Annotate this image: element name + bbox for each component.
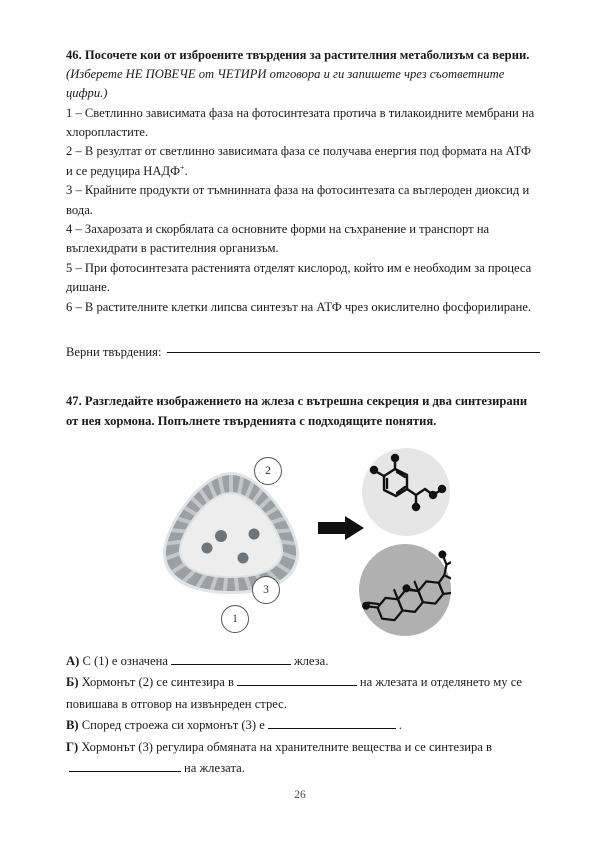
statement-d-blank[interactable] <box>69 762 181 772</box>
statement-c-blank[interactable] <box>268 719 396 729</box>
statement-b-text-before: Хормонът (2) се синтезира в <box>81 675 234 690</box>
statement-d-text-before: Хормонът (3) регулира обмяната на хранителните вещества и се синтезира в <box>81 739 492 754</box>
question-46-statement-2 <box>66 142 540 181</box>
question-46-statement-4: 4 – Захарозата и скорбялата са основните форми на съхранение и транспорт на въглехидрати в растителния организъм. <box>66 222 490 256</box>
question-46-instruction: (Изберете НЕ ПОВЕЧЕ от ЧЕТИРИ отговора и ги запишете чрез съответните цифри.) <box>66 67 505 101</box>
catecholamine-molecule-icon <box>362 448 450 536</box>
question-47-statement-b <box>66 672 540 715</box>
question-47-statements <box>66 651 540 780</box>
question-47-statement-d <box>66 737 540 780</box>
page-content <box>66 46 540 780</box>
statement-b-blank[interactable] <box>237 676 357 686</box>
endocrine-gland-icon <box>158 469 304 597</box>
question-47-statement-a <box>66 651 540 673</box>
question-46-statement-3: 3 – Крайните продукти от тъмнинната фаза на фотосинтезата са въглероден диоксид и вода. <box>66 183 530 217</box>
question-46-heading: 46. Посочете кои от изброените твърдения за растителния метаболизъм са верни. <box>66 48 530 62</box>
statement-a-marker: А) <box>66 653 80 668</box>
figure-callout-1: 1 <box>221 605 249 633</box>
question-46-answer-label: Верни твърдения: <box>66 345 162 360</box>
question-46-statement-1: 1 – Светлинно зависимата фаза на фотосинтезата протича в тилакоидните мембрани на хлоропластите. <box>66 105 535 140</box>
right-arrow-icon <box>318 515 364 541</box>
page-number: 26 <box>294 789 306 801</box>
question-47-block <box>66 392 540 779</box>
statement-c-text-after: . <box>398 718 402 733</box>
question-46-statement-5: 5 – При фотосинтезата растенията отделят кислород, който им е необходим за процеса дишане. <box>66 260 532 295</box>
steroid-molecule-icon <box>359 544 451 636</box>
statement-d-text-after: на жлезата. <box>184 761 245 776</box>
statement-a-blank[interactable] <box>171 655 291 665</box>
statement-b-text-after: на жлезата и отделянето му се повишава в отговор на извънреден стрес. <box>66 675 523 711</box>
statement-a-text-before: С (1) е означена <box>82 653 168 668</box>
question-46-answer-row <box>66 343 540 362</box>
question-47-heading: 47. Разгледайте изображението на жлеза с вътрешна секреция и два синтезирани от нея хормона. Попълнете твърденията с подходящите понятия. <box>66 394 528 428</box>
question-46-answer-blank[interactable] <box>167 352 540 353</box>
statement-c-text-before: Според строежа си хормонът (3) е <box>81 718 265 733</box>
question-46-block <box>66 46 540 362</box>
question-46-statement-2-text: 2 – В резултат от светлинно зависимата фаза се получава енергия под формата на АТФ и се редуцира НАДФ <box>66 144 531 178</box>
figure-callout-3: 3 <box>252 576 280 604</box>
statement-b-marker: Б) <box>66 675 79 690</box>
statement-c-marker: В) <box>66 718 79 733</box>
statement-a-text-after: жлеза. <box>293 653 329 668</box>
question-47-statement-c <box>66 715 540 737</box>
endocrine-gland-figure <box>66 443 540 643</box>
nadp-plus-superscript: + <box>180 162 185 172</box>
question-46-statement-6: 6 – В растителните клетки липсва синтезът на АТФ чрез окислително фосфорилиране. <box>66 299 532 314</box>
statement-d-marker: Г) <box>66 739 79 754</box>
question-46-statement-2-tail: . <box>184 163 188 178</box>
figure-callout-2: 2 <box>254 457 282 485</box>
